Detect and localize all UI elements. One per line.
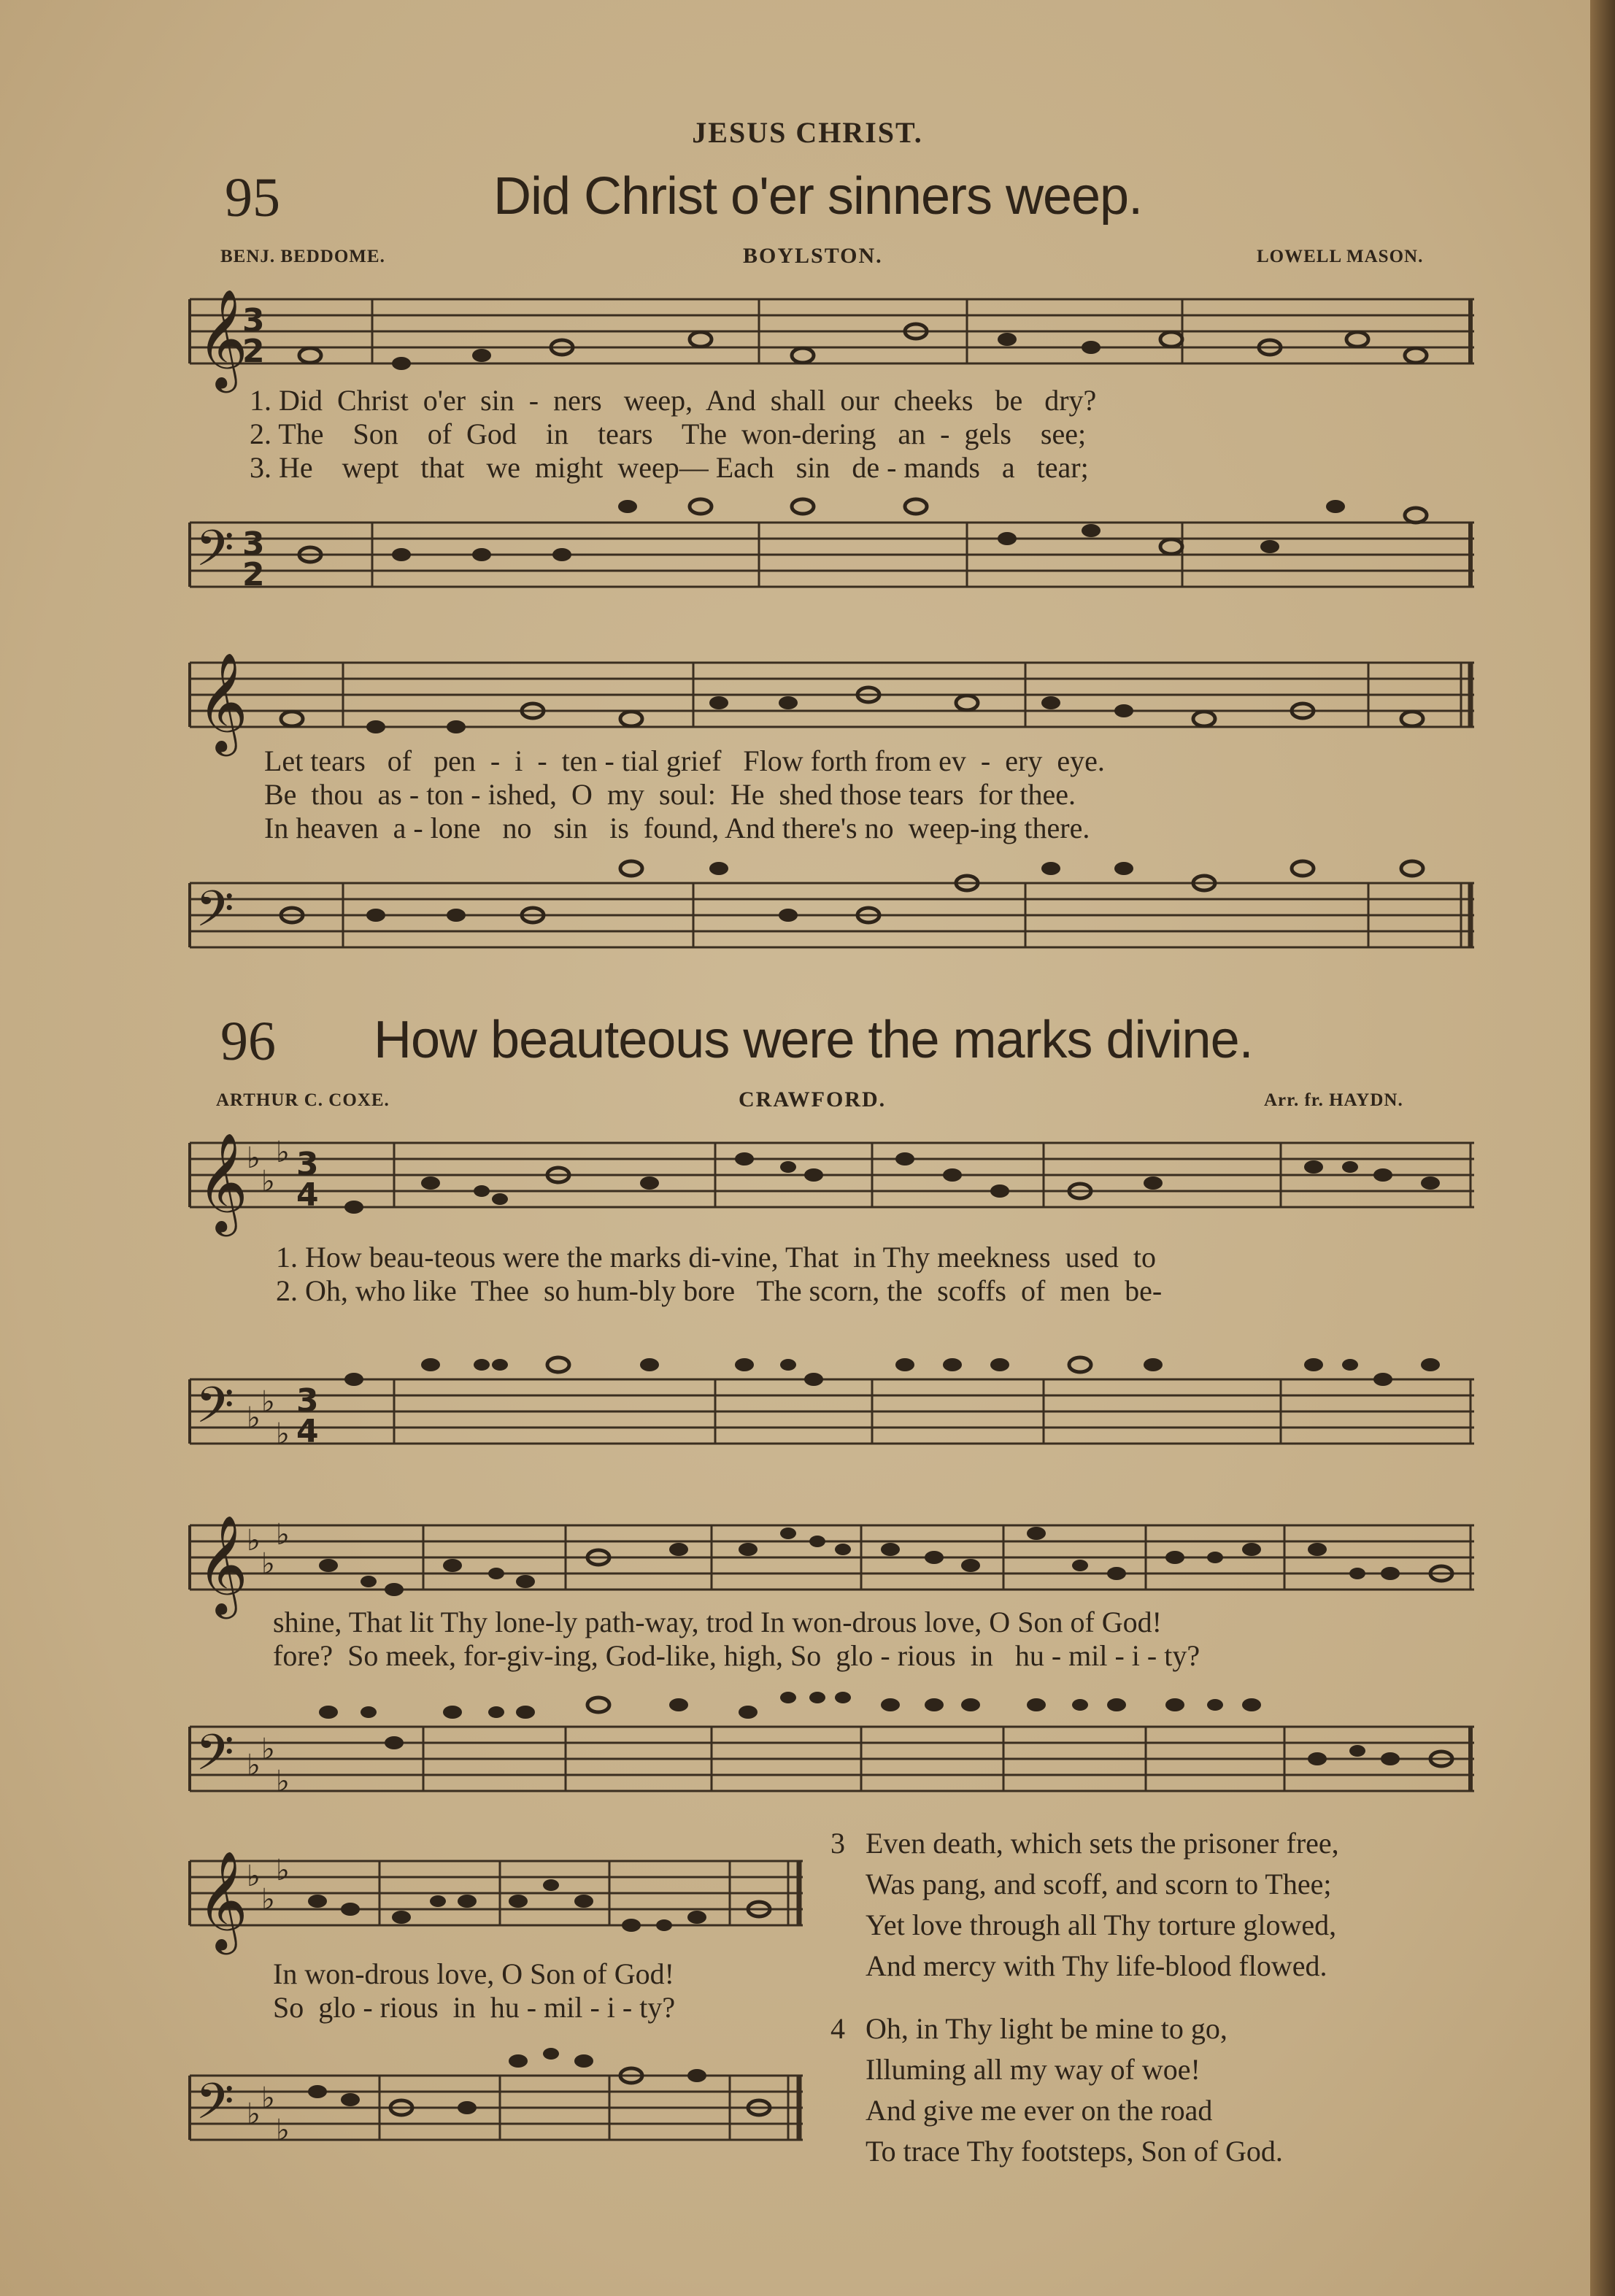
treble-clef-icon: 𝄞: [197, 288, 248, 388]
verse-line: To trace Thy footsteps, Son of God.: [866, 2135, 1283, 2168]
treble-clef-icon: 𝄞: [197, 1514, 248, 1614]
bass-clef-icon: 𝄢: [196, 2073, 234, 2143]
lyric-line: 2. The Son of God in tears The won-dering an - gels see;: [250, 417, 1087, 450]
svg-text:3: 3: [242, 525, 265, 563]
hymn-author: ARTHUR C. COXE.: [216, 1090, 390, 1110]
verse-line: And mercy with Thy life-blood flowed.: [866, 1949, 1327, 1982]
lyric-line: fore? So meek, for-giv-ing, God-like, high, So glo - rious in hu - mil - i - ty?: [273, 1639, 1200, 1672]
bass-staff: [175, 515, 1489, 596]
treble-clef-icon: 𝄞: [197, 1849, 248, 1950]
bass-clef-icon: 𝄢: [196, 1377, 234, 1446]
treble-staff: [175, 288, 1489, 388]
flat-icon: ♭: [276, 2114, 290, 2147]
verse-line: Oh, in Thy light be mine to go,: [866, 2012, 1227, 2045]
bass-staff: [175, 1372, 1489, 1452]
flat-icon: ♭: [261, 1165, 275, 1198]
flat-icon: ♭: [247, 1749, 261, 1782]
book-spine: [1590, 0, 1615, 2296]
lyric-line: 1. Did Christ o'er sin - ners weep, And shall our cheeks be dry?: [250, 384, 1097, 417]
verse-line: Even death, which sets the prisoner free,: [866, 1827, 1339, 1860]
treble-clef-icon: 𝄞: [197, 1131, 248, 1232]
bass-staff: [175, 876, 1489, 956]
bass-clef-icon: 𝄢: [196, 881, 234, 950]
verse-line: Yet love through all Thy torture glowed,: [866, 1908, 1337, 1941]
hymn-composer: Arr. fr. HAYDN.: [1264, 1090, 1403, 1110]
hymn-composer: LOWELL MASON.: [1257, 247, 1424, 266]
hymn-title: How beauteous were the marks divine.: [374, 1011, 1253, 1069]
time-signature: 3: [296, 1146, 319, 1183]
svg-text:2: 2: [242, 556, 265, 593]
lyric-line: 3. He wept that we might weep— Each sin de - mands a tear;: [250, 451, 1089, 484]
svg-text:3: 3: [296, 1382, 319, 1419]
verse-number: 4: [830, 2012, 845, 2045]
flat-icon: ♭: [276, 1417, 290, 1451]
lyric-line: Be thou as - ton - ished, O my soul: He shed those tears for thee.: [264, 778, 1076, 811]
verse-line: Illuming all my way of woe!: [866, 2053, 1200, 2086]
svg-text:2: 2: [242, 333, 265, 370]
verse-number: 3: [830, 1827, 845, 1860]
tune-name: CRAWFORD.: [739, 1087, 887, 1112]
treble-clef-icon: 𝄞: [197, 651, 248, 752]
svg-text:4: 4: [296, 1176, 319, 1214]
flat-icon: ♭: [261, 2081, 275, 2115]
lyric-line: In heaven a - lone no sin is found, And there's no weep-ing there.: [264, 812, 1090, 844]
treble-staff: [175, 651, 1489, 752]
flat-icon: ♭: [247, 1860, 261, 1893]
flat-icon: ♭: [247, 1141, 261, 1175]
hymn-number: 95: [225, 167, 280, 228]
bass-staff: [175, 1719, 1489, 1800]
hymn-title: Did Christ o'er sinners weep.: [493, 167, 1143, 226]
flat-icon: ♭: [261, 1883, 275, 1916]
lyric-line: 2. Oh, who like Thee so hum-bly bore The scorn, the scoffs of men be-: [276, 1274, 1163, 1307]
lyric-line: 1. How beau-teous were the marks di-vine, That in Thy meekness used to: [276, 1241, 1157, 1274]
flat-icon: ♭: [276, 1136, 290, 1169]
flat-icon: ♭: [276, 1765, 290, 1798]
time-signature: 3: [242, 302, 265, 339]
tune-name: BOYLSTON.: [743, 244, 883, 268]
lyric-line: So glo - rious in hu - mil - i - ty?: [273, 1991, 676, 2024]
lyric-line: In won-drous love, O Son of God!: [273, 1957, 674, 1990]
flat-icon: ♭: [261, 1385, 275, 1419]
flat-icon: ♭: [276, 1518, 290, 1552]
treble-staff: [175, 1131, 1489, 1232]
bass-clef-icon: 𝄢: [196, 1725, 234, 1794]
verse-line: And give me ever on the road: [866, 2094, 1213, 2127]
flat-icon: ♭: [261, 1547, 275, 1581]
treble-staff: [175, 1849, 817, 1950]
verse-line: Was pang, and scoff, and scorn to Thee;: [866, 1868, 1332, 1900]
lyric-line: Let tears of pen - i - ten - tial grief Flow forth from ev - ery eye.: [264, 744, 1105, 777]
flat-icon: ♭: [261, 1733, 275, 1766]
flat-icon: ♭: [247, 2097, 261, 2131]
flat-icon: ♭: [247, 1524, 261, 1557]
flat-icon: ♭: [276, 1854, 290, 1887]
flat-icon: ♭: [247, 1401, 261, 1435]
lyric-line: shine, That lit Thy lone-ly path-way, trod In won-drous love, O Son of God!: [273, 1606, 1162, 1638]
svg-text:4: 4: [296, 1413, 319, 1450]
bass-staff: [175, 2068, 817, 2149]
hymn-author: BENJ. BEDDOME.: [220, 247, 385, 266]
treble-staff: [175, 1514, 1489, 1614]
hymn-number: 96: [220, 1011, 276, 1072]
bass-clef-icon: 𝄢: [196, 520, 234, 590]
section-title: JESUS CHRIST.: [692, 116, 923, 149]
